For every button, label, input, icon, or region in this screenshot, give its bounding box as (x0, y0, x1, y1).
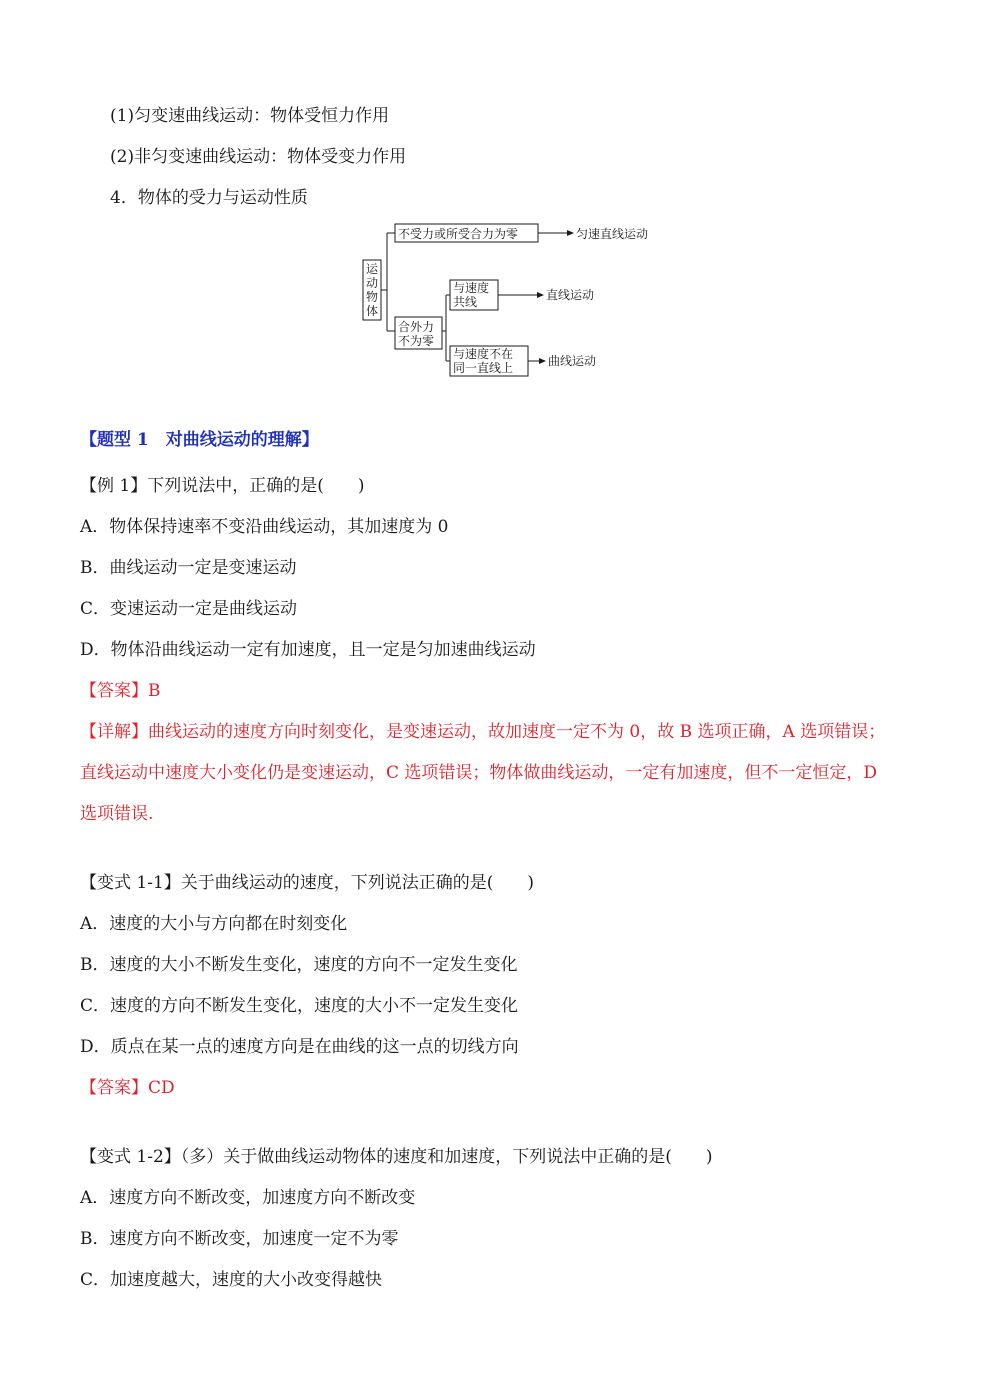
result-sub2-label: 曲线运动 (548, 354, 597, 368)
sub1-line1: 与速度 (453, 281, 490, 295)
variant1-2-option-c: C．加速度越大，速度的大小改变得越快 (80, 1270, 383, 1290)
answer-tag: 【答案】 (80, 1078, 148, 1098)
root-char: 运 (365, 262, 379, 276)
example1-detail-line-3: 选项错误. (80, 804, 154, 824)
variant1-2-tag: 【变式 1-2】 (80, 1147, 181, 1167)
sub1-line2: 共线 (453, 295, 478, 309)
variant1-1-answer (80, 1077, 175, 1099)
example1-option-c: C．变速运动一定是曲线运动 (80, 599, 298, 619)
example1-question (80, 475, 365, 497)
example1-tag: 【例 1】 (80, 476, 148, 496)
result-top-label: 匀速直线运动 (576, 227, 649, 241)
branch-top-label: 不受力或所受合力为零 (398, 227, 519, 241)
force-motion-diagram (355, 218, 675, 383)
detail-tag: 【详解】 (80, 722, 148, 742)
intro-item-4: 4．物体的受力与运动性质 (110, 188, 308, 208)
example1-question-text: 下列说法中，正确的是( ) (147, 476, 365, 496)
variant1-1-option-b: B．速度的大小不断发生变化，速度的方向不一定发生变化 (80, 955, 518, 975)
root-char: 物 (365, 290, 379, 304)
answer-value: CD (148, 1078, 175, 1098)
variant1-2-option-a: A．速度方向不断改变，加速度方向不断改变 (80, 1188, 416, 1208)
variant1-1-option-c: C．速度的方向不断发生变化，速度的大小不一定发生变化 (80, 996, 519, 1016)
sub2-line1: 与速度不在 (453, 347, 514, 361)
type1-heading: 【题型 1 对曲线运动的理解】 (80, 430, 319, 450)
branch-mid-line1: 合外力 (398, 320, 435, 334)
example1-option-b: B．曲线运动一定是变速运动 (80, 558, 297, 578)
variant1-1-question (80, 872, 534, 894)
variant1-2-question (80, 1146, 713, 1168)
branch-mid-line2: 不为零 (398, 334, 435, 348)
result-sub1-label: 直线运动 (546, 288, 595, 302)
root-char: 体 (365, 304, 379, 318)
variant1-2-option-b: B．速度方向不断改变，加速度一定不为零 (80, 1229, 399, 1249)
example1-detail-line-1 (80, 721, 885, 743)
intro-item-1: (1)匀变速曲线运动：物体受恒力作用 (110, 106, 390, 126)
example1-option-d: D．物体沿曲线运动一定有加速度，且一定是匀加速曲线运动 (80, 640, 536, 660)
example1-option-a: A．物体保持速率不变沿曲线运动，其加速度为 0 (80, 517, 449, 537)
variant1-1-option-a: A．速度的大小与方向都在时刻变化 (80, 914, 348, 934)
variant1-2-question-text: （多）关于做曲线运动物体的速度和加速度，下列说法中正确的是( ) (180, 1147, 713, 1167)
detail-text: 曲线运动的速度方向时刻变化，是变速运动，故加速度一定不为 0，故 B 选项正确，A 选项错误； (148, 722, 886, 742)
root-char: 动 (365, 276, 379, 290)
variant1-1-question-text: 关于曲线运动的速度，下列说法正确的是( ) (180, 873, 535, 893)
intro-item-2: (2)非匀变速曲线运动：物体受变力作用 (110, 147, 407, 167)
variant1-1-option-d: D．质点在某一点的速度方向是在曲线的这一点的切线方向 (80, 1037, 519, 1057)
answer-tag: 【答案】 (80, 681, 148, 701)
example1-answer (80, 680, 161, 702)
example1-detail-line-2: 直线运动中速度大小变化仍是变速运动，C 选项错误；物体做曲线运动，一定有加速度，但不一定恒定，D (80, 763, 878, 783)
variant1-1-tag: 【变式 1-1】 (80, 873, 181, 893)
sub2-line2: 同一直线上 (453, 361, 514, 375)
answer-value: B (148, 681, 161, 701)
